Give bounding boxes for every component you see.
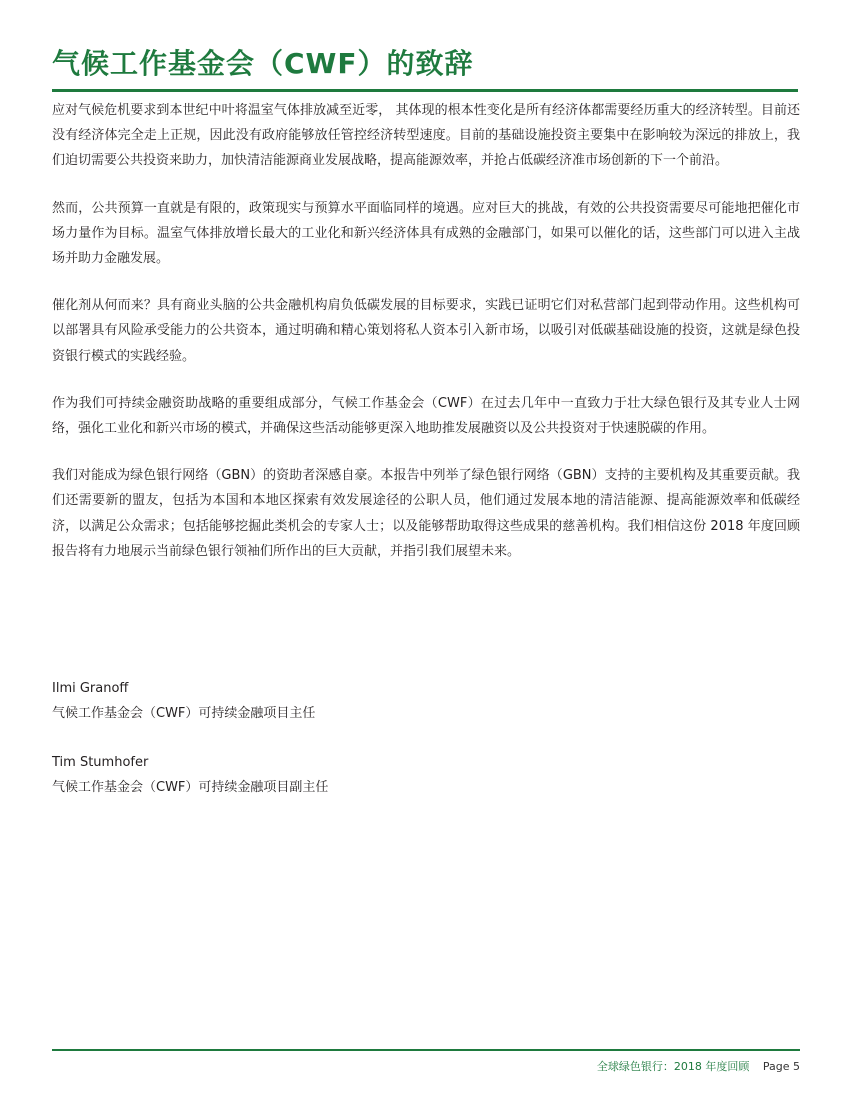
signatory-name: Tim Stumhofer [52,755,149,770]
signatory-title: 气候工作基金会（CWF）可持续金融项目主任 [52,706,316,721]
footer-divider [52,1049,800,1051]
signatory-name: Ilmi Granoff [52,681,129,696]
paragraph: 作为我们可持续金融资助战略的重要组成部分，气候工作基金会（CWF）在过去几年中一直致力于壮大绿色银行及其专业人士网络，强化工业化和新兴市场的模式，并确保这些活动能够更深入地助推发展融资以及公共投资对于快速脱碳的作用。 [52,395,800,437]
page-title: 气候工作基金会（CWF）的致辞 [52,47,474,80]
footer-report-title: 全球绿色银行：2018 年度回顾 [596,1060,750,1073]
page-number: Page 5 [762,1060,800,1073]
signature-block [52,676,652,726]
title-divider [52,89,798,92]
paragraph: 然而，公共预算一直就是有限的，政策现实与预算水平面临同样的境遇。应对巨大的挑战，有效的公共投资需要尽可能地把催化市场力量作为目标。温室气体排放增长最大的工业化和新兴经济体具有成熟的金融部门，如果可以催化的话，这些部门可以进入主战场并助力金融发展。 [52,200,800,267]
paragraph: 应对气候危机要求到本世纪中叶将温室气体排放减至近零， 其体现的根本性变化是所有经济体都需要经历重大的经济转型。目前还没有经济体完全走上正规，因此没有政府能够放任管控经济转型速度。目前的基础设施投资主要集中在影响较为深远的排放上，我们迫切需要公共投资来助力，加快清洁能源商业发展战略，提高能源效率，并抢占低碳经济准市场创新的下一个前沿。 [52,103,800,169]
paragraph: 催化剂从何而来？具有商业头脑的公共金融机构肩负低碳发展的目标要求，实践已证明它们对私营部门起到带动作用。这些机构可以部署具有风险承受能力的公共资本，通过明确和精心策划将私人资本引入新市场，以吸引对低碳基础设施的投资，这就是绿色投资银行模式的实践经验。 [52,298,800,364]
signature-section [52,676,652,824]
page-footer [597,1059,800,1075]
letter-body [52,98,800,586]
paragraph: 我们对能成为绿色银行网络（GBN）的资助者深感自豪。本报告中列举了绿色银行网络（GBN）支持的主要机构及其重要贡献。我们还需要新的盟友，包括为本国和本地区探索有效发展途径的公职人员，他们通过发展本地的清洁能源、提高能源效率和低碳经济，以满足公众需求；包括能够挖掘此类机会的专家人士；以及能够帮助取得这些成果的慈善机构。我们相信这份 2018 年度回顾报告将有力地展示当前绿色银行领袖们所作出的巨大贡献，并指引我们展望未来。 [52,468,800,559]
signature-block [52,750,652,800]
signatory-title: 气候工作基金会（CWF）可持续金融项目副主任 [52,780,329,795]
